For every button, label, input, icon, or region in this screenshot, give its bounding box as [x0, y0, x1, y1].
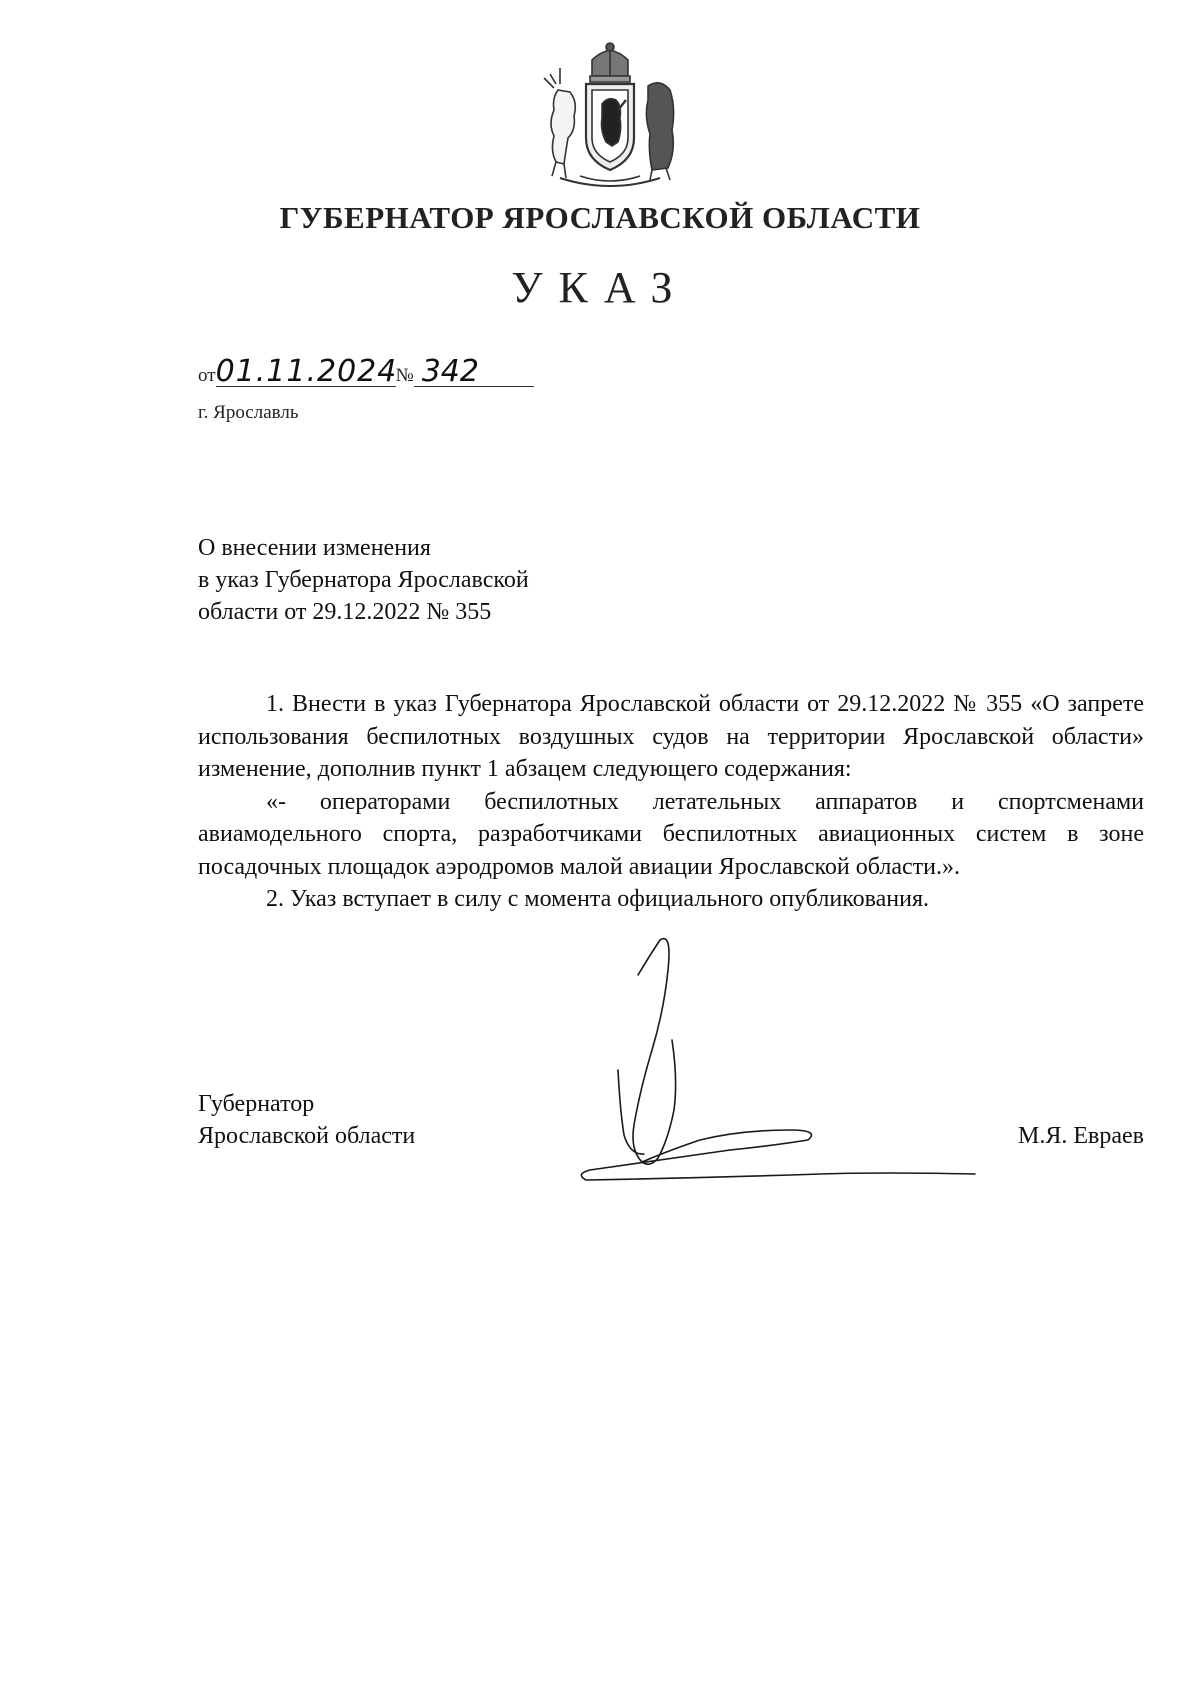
subject-line: О внесении изменения [198, 535, 431, 561]
decree-body [198, 688, 1144, 916]
document-type: УКАЗ [511, 263, 689, 312]
body-paragraph: 2. Указ вступает в силу с момента официального опубликования. [266, 886, 930, 912]
subject-line: области от 29.12.2022 № 355 [198, 599, 492, 625]
position-line: Губернатор [198, 1091, 315, 1117]
date-prefix: от [198, 365, 216, 386]
coat-of-arms-icon [530, 38, 690, 188]
subject-line: в указ Губернатора Ярославской [198, 567, 529, 593]
position-line: Ярославской области [198, 1123, 416, 1149]
city: г. Ярославль [198, 402, 299, 423]
body-paragraph: «- операторами беспилотных летательных аппаратов и спортсменами авиамодельного спорта, разработчиками беспилотных авиационных систем в зоне посадочных площадок аэродромов малой авиации Ярославской области.». [198, 788, 1144, 880]
signatory-position [198, 1088, 415, 1152]
handwritten-signature-icon [580, 930, 980, 1210]
decree-number: 342 [414, 358, 534, 387]
number-prefix: № [395, 365, 414, 386]
decree-subject [198, 532, 529, 628]
body-paragraph: 1. Внести в указ Губернатора Ярославской области от 29.12.2022 № 355 «О запрете использования беспилотных воздушных судов на территории Ярославской области» изменение, дополнив пункт 1 абзацем следующего содержания: [198, 691, 1144, 782]
date-number-line [198, 354, 534, 389]
issuer-title: ГУБЕРНАТОР ЯРОСЛАВСКОЙ ОБЛАСТИ [279, 200, 921, 235]
signatory-name: М.Я. Евраев [1018, 1123, 1144, 1149]
decree-date: 01.11.2024 [215, 354, 398, 389]
